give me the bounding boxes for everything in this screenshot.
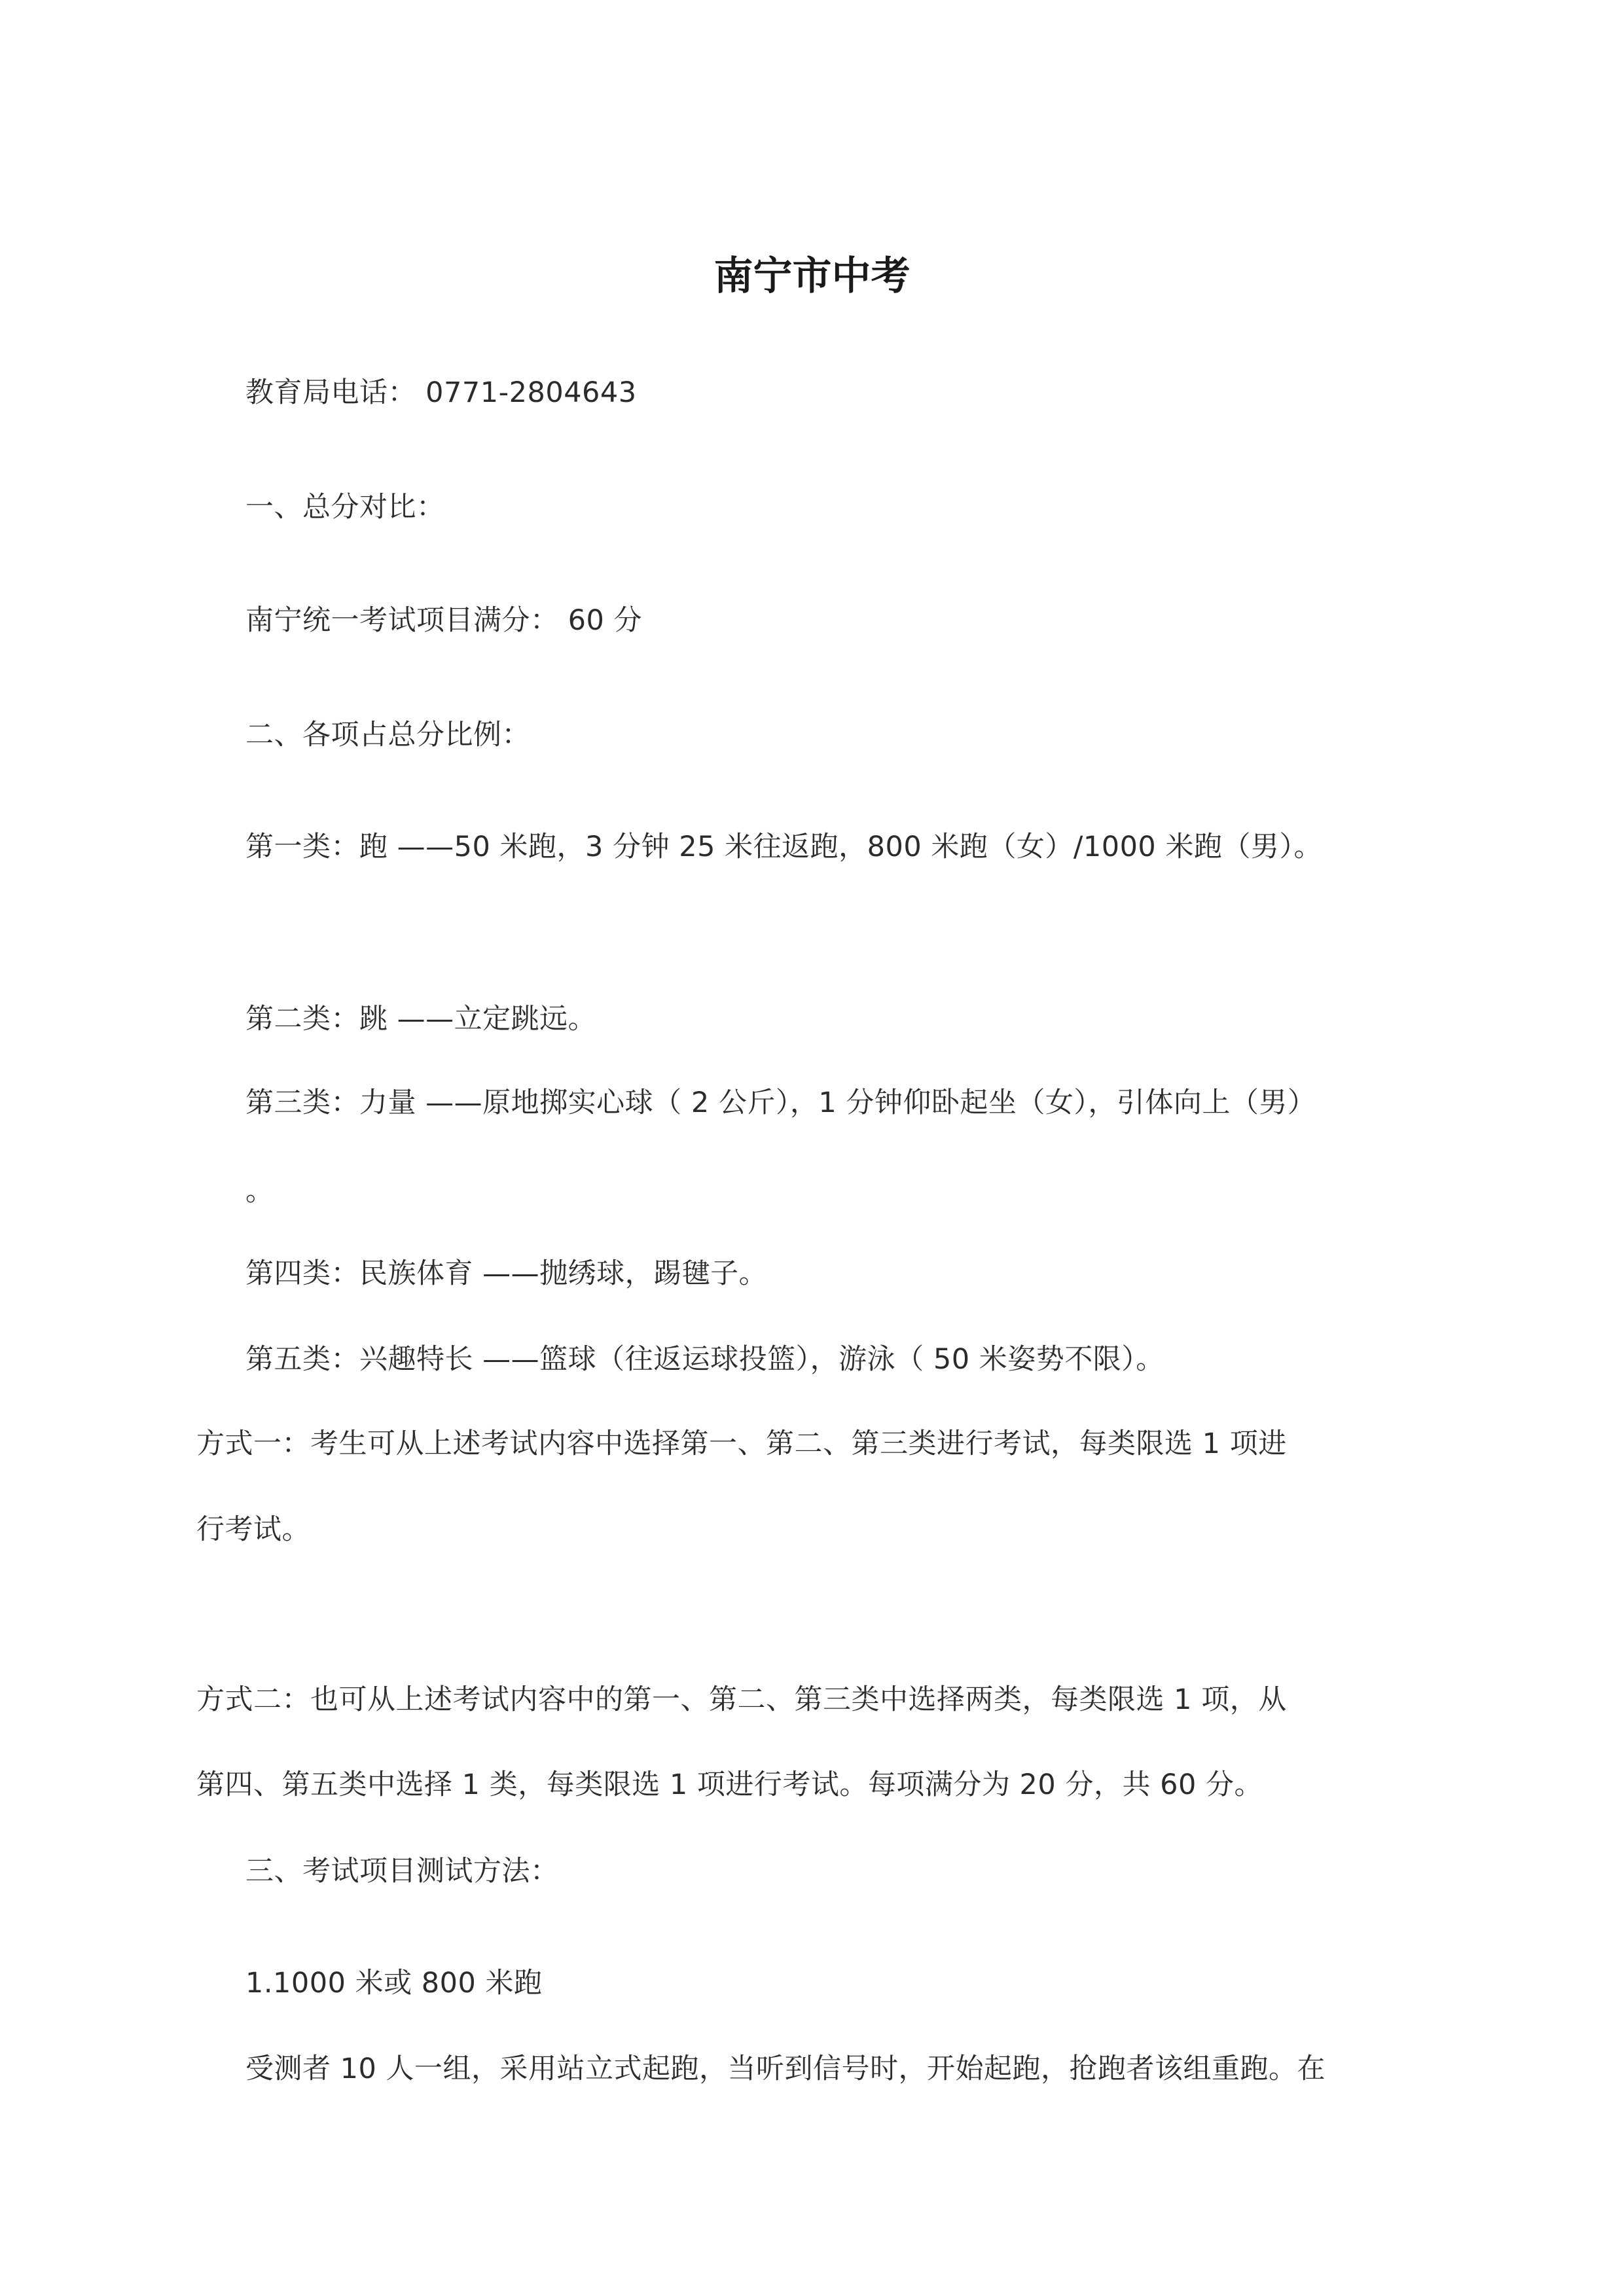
section-heading-total-score: 一、总分对比：	[245, 491, 445, 524]
method-one-continuation: 行考试。	[196, 1513, 310, 1546]
category-two-line: 第二类：跳 ——立定跳远。	[245, 1003, 597, 1035]
phone-line: 教育局电话： 0771-2804643	[245, 376, 637, 409]
method-one-line: 方式一：考生可从上述考试内容中选择第一、第二、第三类进行考试，每类限选 1 项进	[196, 1427, 1287, 1460]
category-three-line: 第三类：力量 ——原地掷实心球（ 2 公斤），1 分钟仰卧起坐（女），引体向上（男）	[245, 1086, 1316, 1119]
method-two-line: 方式二：也可从上述考试内容中的第一、第二、第三类中选择两类，每类限选 1 项，从	[196, 1683, 1287, 1716]
method-two-continuation: 第四、第五类中选择 1 类，每类限选 1 项进行考试。每项满分为 20 分，共 60 分。	[196, 1768, 1263, 1801]
full-score-line: 南宁统一考试项目满分： 60 分	[245, 604, 643, 637]
subsection-heading-run: 1.1000 米或 800 米跑	[245, 1967, 543, 2000]
category-one-line: 第一类：跑 ——50 米跑，3 分钟 25 米往返跑，800 米跑（女）/1000 米跑（男）。	[245, 831, 1322, 863]
section-heading-test-methods: 三、考试项目测试方法：	[245, 1855, 559, 1888]
category-five-line: 第五类：兴趣特长 ——篮球（往返运球投篮），游泳（ 50 米姿势不限）。	[245, 1343, 1164, 1376]
section-heading-proportion: 二、各项占总分比例：	[245, 719, 530, 751]
category-three-continuation: 。	[245, 1175, 274, 1208]
category-four-line: 第四类：民族体育 ——抛绣球，踢毽子。	[245, 1257, 768, 1290]
run-method-paragraph: 受测者 10 人一组，采用站立式起跑，当听到信号时，开始起跑，抢跑者该组重跑。在	[245, 2053, 1326, 2085]
page-title: 南宁市中考	[713, 253, 911, 299]
